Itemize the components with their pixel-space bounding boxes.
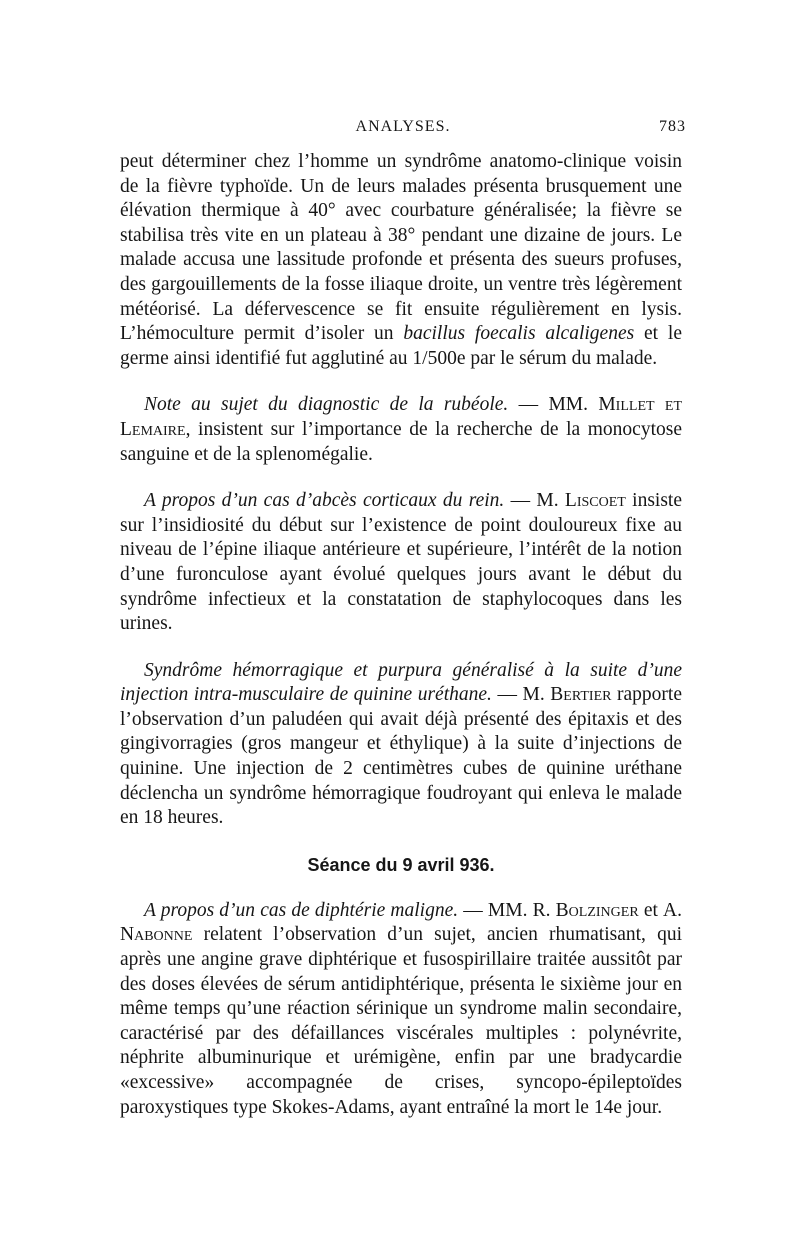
entry-title: A propos d’un cas de diphtérie maligne. <box>144 899 459 921</box>
page-body <box>120 150 682 1142</box>
abstract-entry <box>120 489 682 637</box>
entry-text: relatent l’observation d’un sujet, ancien rhumatisant, qui après une angine grave diphtérique et fusospirillaire traitée aussitôt par des doses élevées de sérum antidiphtérique, présenta le sixième jour en même temps qu’une réaction sérinique un syndrome malin secondaire, caractérisé par des défaillances viscérales multiples : polynévrite, néphrite albuminurique et urémigène, enfin par une bradycardie «excessive» accompagnée de crises, syncopo-épileptoïdes paroxystiques type Skokes-Adams, ayant entraîné la mort le 14e jour. <box>120 924 682 1118</box>
bacterium-name: bacillus foecalis alcaligenes <box>403 323 635 345</box>
entry-separator: — M. <box>504 490 565 512</box>
entry-title: Syndrôme hémorragique et purpura généralisé à la suite d’une injection intra-musculaire de quinine uréthane. <box>120 659 682 706</box>
entry-text: insistent sur l’importance de la recherche de la monocytose sanguine et de la splenomégalie. <box>120 418 682 465</box>
session-heading: Séance du 9 avril 936. <box>307 854 495 875</box>
entry-separator: — MM. <box>458 899 533 921</box>
entry-author-1: R. Bolzinger <box>532 899 639 921</box>
running-title: ANALYSES. <box>355 118 451 135</box>
entry-text: insiste sur l’insidiosité du début sur l’existence de point douloureux fixe au niveau de l’épine iliaque antérieure et supérieure, l’intérêt de la notion d’une furonculose ayant évolué quelques jours avant le début du syndrôme infectieux et la constatation de staphylocoques dans les urines. <box>120 490 682 635</box>
entry-text: rapporte l’observation d’un paludéen qui avait déjà présenté des épitaxis et des gingivorragies (gros mangeur et éthylique) à la suite d’injections de quinine. Une injection de 2 centimètres cubes de quinine uréthane déclencha un syndrôme hémorragique foudroyant qui enleva le malade en 18 heures. <box>120 684 682 829</box>
running-header <box>120 118 686 140</box>
continued-paragraph <box>120 150 682 371</box>
entry-authors: Liscoet <box>564 490 626 512</box>
continuation-text: peut déterminer chez l’homme un syndrôme anatomo-clinique voisin de la fièvre typhoïde. Un de leurs malades présenta brusquement une élévation thermique à 40° avec courbature généralisée; la fièvre se stabilisa très vite en un plateau à 38° pendant une dizaine de jours. Le malade accusa une lassitude profonde et présenta des sueurs profuses, des gargouillements de la fosse iliaque droite, un ventre très légèrement météorisé. La défervescence se fit ensuite régulièrement en lysis. L’hémoculture permit d’isoler un <box>120 151 682 345</box>
entry-author-2: A. Nabonne <box>120 899 683 946</box>
abstract-entry <box>120 659 682 831</box>
page-number: 783 <box>659 118 686 135</box>
entry-title: Note au sujet du diagnostic de la rubéole. <box>144 394 509 416</box>
author-conjunction: et <box>638 899 664 921</box>
entry-separator: — MM. <box>508 394 599 416</box>
continuation-end: et le germe ainsi identifié fut agglutiné au 1/500e par le sérum du malade. <box>120 323 682 369</box>
entry-authors: Millet et Lemaire, <box>120 394 682 440</box>
entry-authors: Bertier <box>550 684 612 706</box>
entry-separator: — M. <box>491 684 551 706</box>
abstract-entry <box>120 899 682 1120</box>
abstract-entry <box>120 393 682 467</box>
entry-title: A propos d’un cas d’abcès corticaux du rein. <box>144 490 505 512</box>
